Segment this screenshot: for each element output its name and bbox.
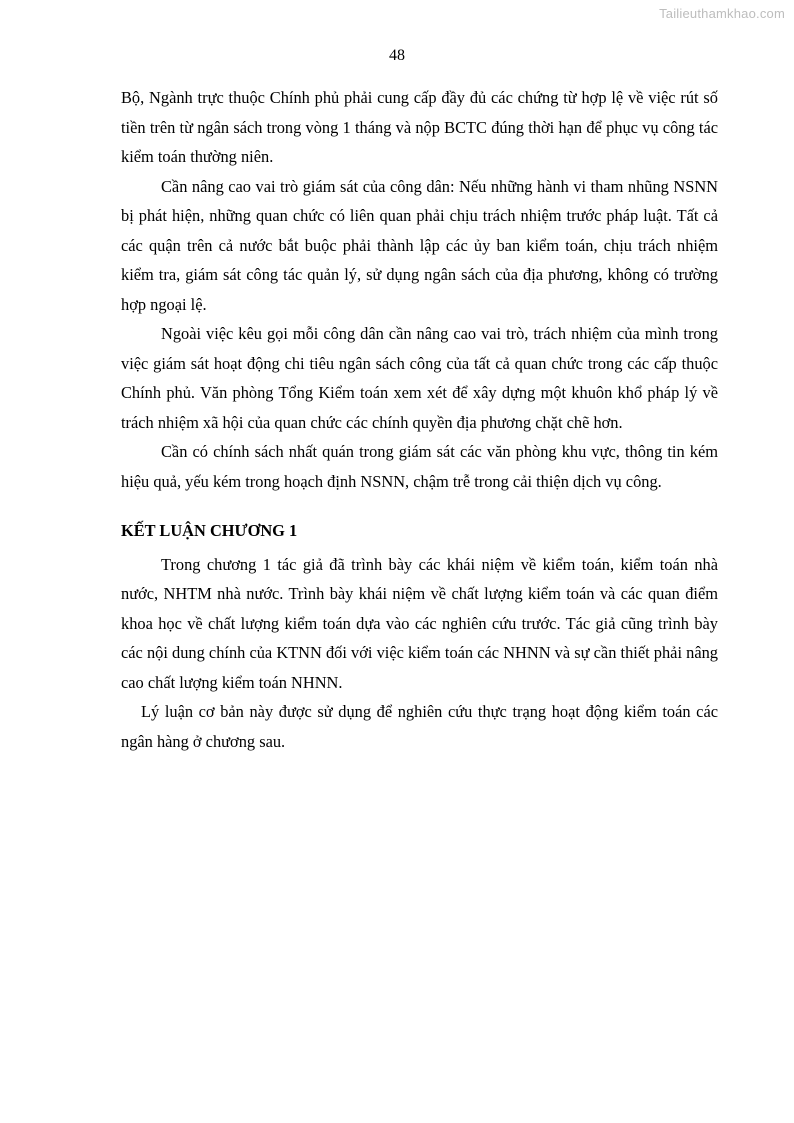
paragraph-continuation: Bộ, Ngành trực thuộc Chính phủ phải cung cấp đầy đủ các chứng từ hợp lệ về việc rút số tiền trên từ ngân sách trong vòng 1 tháng và nộp BCTC đúng thời hạn để phục vụ công tác kiểm toán thường niên. <box>121 88 718 166</box>
page-number: 48 <box>389 47 405 64</box>
paragraph-legal-framework: Ngoài việc kêu gọi mỗi công dân cần nâng cao vai trò, trách nhiệm của mình trong việc giám sát hoạt động chi tiêu ngân sách công của tất cả quan chức trong các cấp thuộc Chính phủ. Văn phòng Tổng Kiểm toán xem xét để xây dựng một khuôn khổ pháp lý về trách nhiệm xã hội của quan chức các chính quyền địa phương chặt chẽ hơn. <box>121 324 718 432</box>
paragraph-consistent-policy: Cần có chính sách nhất quán trong giám sát các văn phòng khu vực, thông tin kém hiệu quả, yếu kém trong hoạch định NSNN, chậm trễ trong cải thiện dịch vụ công. <box>121 442 718 491</box>
paragraph-citizen-oversight: Cần nâng cao vai trò giám sát của công dân: Nếu những hành vi tham nhũng NSNN bị phát hiện, những quan chức có liên quan phải chịu trách nhiệm trước pháp luật. Tất cả các quận trên cả nước bắt buộc phải thành lập các ủy ban kiểm toán, chịu trách nhiệm kiểm tra, giám sát công tác quản lý, sử dụng ngân sách của địa phương, không có trường hợp ngoại lệ. <box>121 176 718 314</box>
paragraph-conclusion-final: Lý luận cơ bản này được sử dụng để nghiên cứu thực trạng hoạt động kiểm toán các ngân hàng ở chương sau. <box>121 702 718 751</box>
paragraph-conclusion-summary: Trong chương 1 tác giả đã trình bày các khái niệm về kiểm toán, kiểm toán nhà nước, NHTM nhà nước. Trình bày khái niệm về chất lượng kiểm toán và các quan điểm khoa học về chất lượng kiểm toán dựa vào các nghiên cứu trước. Tác giả cũng trình bày các nội dung chính của KTNN đối với việc kiểm toán các NHNN và sự cần thiết phải nâng cao chất lượng kiểm toán NHNN. <box>121 554 718 692</box>
section-heading: KẾT LUẬN CHƯƠNG 1 <box>121 521 298 540</box>
document-body <box>121 83 718 756</box>
watermark-text: Tailieuthamkhao.com <box>659 6 785 21</box>
